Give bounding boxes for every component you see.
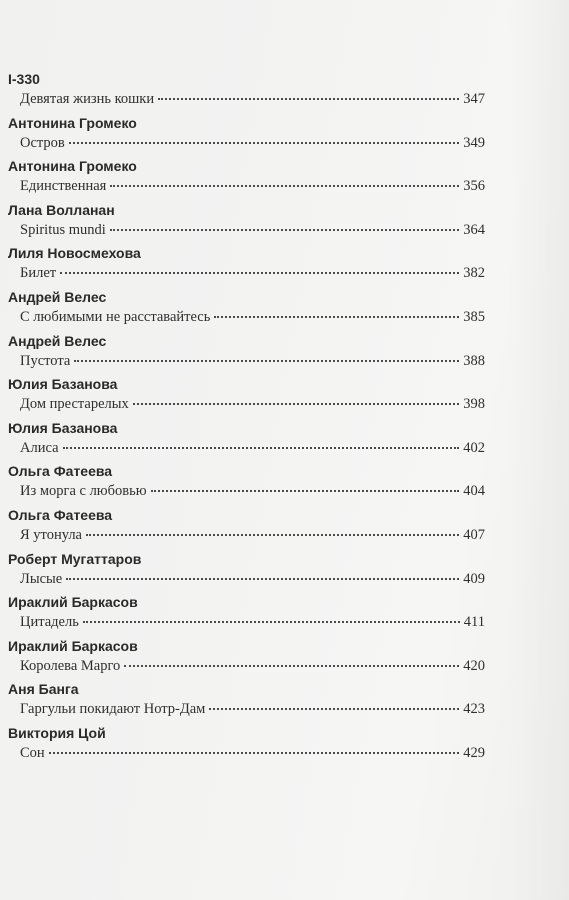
toc-line [20,395,485,413]
dot-leader [60,272,459,274]
toc-line [20,744,485,762]
toc-author: I-330 [8,71,40,87]
toc-page-number: 411 [463,614,485,631]
toc-line [20,264,485,282]
toc-title: Королева Марго [20,657,121,674]
toc-author: Антонина Громеко [8,158,137,175]
toc-title: Spiritus mundi [20,221,106,238]
toc-line [20,134,485,152]
toc-line [20,352,485,370]
dot-leader [133,403,459,405]
toc-line [20,177,485,195]
toc-author: Лана Волланан [8,201,115,218]
toc-author: Роберт Мугаттаров [8,550,142,567]
toc-title: Единственная [20,178,107,195]
toc-author: Ольга Фатеева [8,506,113,523]
toc-author: Ольга Фатеева [8,463,113,480]
toc-entry [0,114,569,158]
toc-entry [0,506,569,550]
dot-leader [151,490,460,492]
toc-line [20,221,485,239]
toc-entry [0,637,569,681]
toc-author: Ираклий Баркасов [8,594,138,611]
table-of-contents [0,70,569,768]
toc-entry [0,724,569,768]
toc-entry [0,332,569,376]
dot-leader [49,752,460,754]
toc-title: Лысые [20,570,63,587]
toc-page-number: 404 [463,483,485,500]
toc-line [20,526,485,544]
toc-title: Алиса [20,439,59,456]
toc-title: Цитадель [20,614,79,631]
toc-author: Лиля Новосмехова [8,245,141,262]
toc-author: Андрей Велес [8,332,107,349]
dot-leader [209,708,459,710]
toc-page-number: 347 [463,91,485,107]
dot-leader [110,185,459,187]
dot-leader [124,665,459,667]
dot-leader [110,229,459,231]
toc-page-number: 382 [463,265,485,282]
toc-entry [0,419,569,463]
toc-entry [0,288,569,332]
toc-title: Девятая жизнь кошки [20,91,155,107]
toc-page-number: 420 [463,657,485,674]
toc-page-number: 429 [463,744,485,761]
toc-line [20,657,485,675]
toc-page-number: 409 [463,570,485,587]
toc-line [20,570,485,588]
dot-leader [83,621,460,623]
toc-author: Ираклий Баркасов [8,637,138,654]
toc-title: Остров [20,134,65,151]
toc-page-number: 407 [463,526,485,543]
toc-entry [0,550,569,594]
toc-author: Аня Банга [8,681,79,698]
toc-page-number: 356 [463,178,485,195]
toc-page-number: 398 [463,396,485,413]
toc-author: Юлия Базанова [8,376,118,393]
toc-page-number: 385 [463,308,485,325]
toc-entry [0,70,569,114]
dot-leader [214,316,459,318]
toc-page-number: 402 [463,439,485,456]
toc-entry [0,462,569,506]
toc-author: Юлия Базанова [8,419,118,436]
toc-title: Я утонула [20,526,82,543]
toc-page-number: 423 [463,701,485,718]
toc-line [20,482,485,500]
toc-title: Гаргульи покидают Нотр-Дам [20,701,206,718]
toc-page-number: 349 [463,134,485,151]
toc-title: Сон [20,744,45,761]
dot-leader [66,578,459,580]
toc-line [20,700,485,718]
dot-leader [63,447,460,449]
toc-line [20,613,485,631]
toc-author: Антонина Громеко [8,114,137,131]
toc-title: Пустота [20,352,71,369]
toc-entry [0,244,569,288]
toc-page-number: 388 [463,352,485,369]
toc-line [20,308,485,326]
toc-title: Дом престарелых [20,396,129,413]
toc-page-number: 364 [463,221,485,238]
toc-title: С любимыми не расставайтесь [20,308,211,325]
toc-title: Из морга с любовью [20,483,147,500]
toc-line [20,439,485,457]
toc-entry [0,201,569,245]
toc-entry [0,593,569,637]
toc-author: Виктория Цой [8,724,106,741]
dot-leader [69,142,459,144]
toc-entry [0,680,569,724]
dot-leader [86,534,459,536]
toc-entry [0,157,569,201]
toc-line [20,90,485,108]
toc-author: Андрей Велес [8,288,107,305]
toc-entry [0,375,569,419]
dot-leader [158,98,459,100]
toc-title: Билет [20,265,57,282]
dot-leader [74,360,459,362]
